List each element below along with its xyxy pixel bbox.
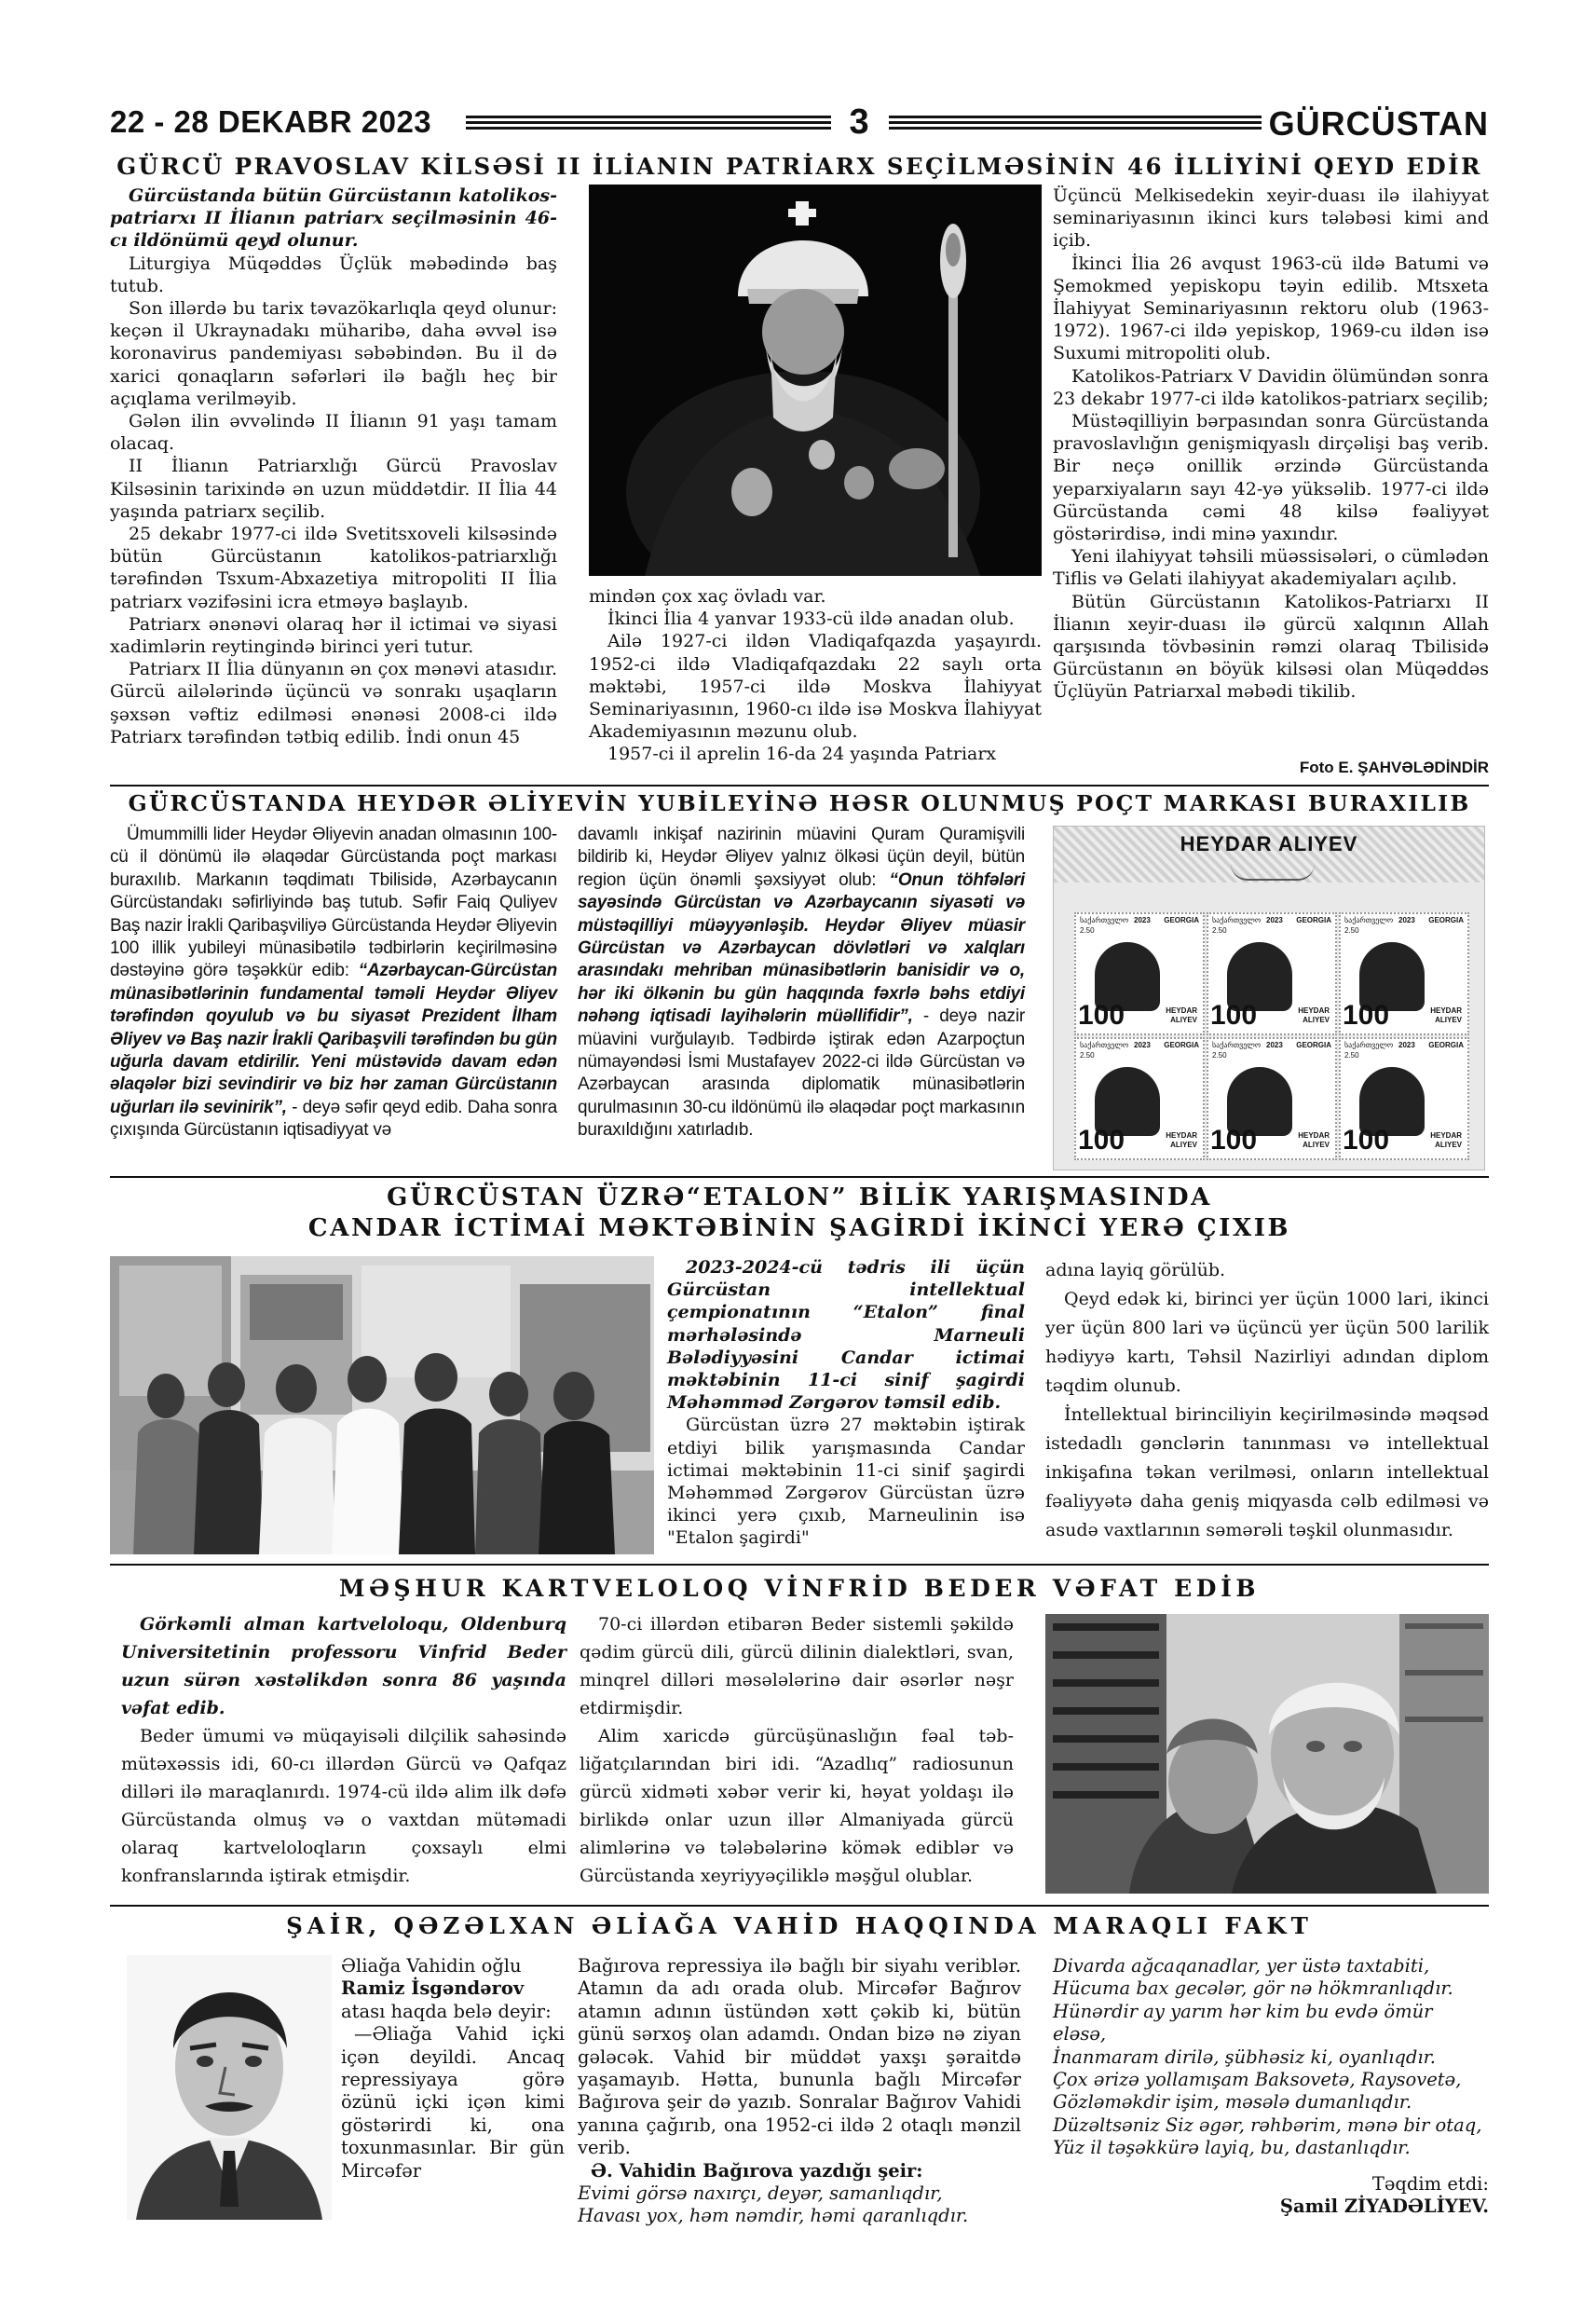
poem-line: Evimi görsə naxırçı, deyər, samanlıqdır, [578, 2182, 943, 2205]
stamp-year: 2023 [1398, 1041, 1415, 1049]
stamp-value: 2.50 [1344, 926, 1359, 935]
article1-paragraph: Katolikos-Patriarx V Davidin ölümündən sonra 23 dekabr 1977-ci ildə katolikos-patriarx seçilib; [1053, 365, 1489, 409]
stamp-value: 2.50 [1080, 1051, 1095, 1060]
postage-stamp [1207, 912, 1337, 1035]
article2-text: - deyə səfir qeyd edib. Daha sonra çıxışında Gürcüstanın iqtisadiyyat və [110, 1097, 557, 1141]
article1-paragraph: Ailə 1927-ci ildən Vladiqafqazda yaşayırdı. 1952-ci ildə Vladiqafqazdakı 22 saylı orta məktəbi, 1957-ci ildə Moskva İlahiyyat Seminariyasının, 1960-cı ildə isə Moskva İlahiyyat Akademiyasının məzunu olub. [589, 631, 1042, 743]
stamp-signature [1231, 864, 1315, 881]
article3-lead: 2023-2024-cü tədris ili üçün Gürcüstan intellektual çempionatının “Etalon” final mərhələsində Marneuli Bələdiyyəsini Candar ictimai məktəbinin 11-ci sinif şagirdi Məhəmməd Zərgərov təmsil edib. [667, 1257, 1025, 1414]
article2-text: - deyə nazir müavini vurğulayıb. Tədbirdə iştirak edən Azarpoçtun nümayəndəsi İsmi Mustafayev 2022-ci ildə Gürcüstan və Azərbaycan arasında diplomatik münasibətlərin qurulmasının 30-cu ildönümü ilə əlaqədar poçt markasının buraxıldığını xatırladıb. [578, 1006, 1025, 1141]
article1-paragraph: II İlianın Patriarxlığı Gürcü Pravoslav Kilsəsinin tarixində ən uzun müddətdir. II İlia 44 yaşında patriarx seçilib. [110, 456, 557, 522]
stamp-number: 100 [1210, 1000, 1258, 1031]
presented-by-label: Təqdim etdi: [1371, 2172, 1489, 2195]
stamp-name-line1: HEYDAR [1166, 1006, 1197, 1015]
article5-text: Əliağa Vahidin oğlu [341, 1955, 522, 1977]
stamp-name-line2: ALIYEV [1435, 1141, 1462, 1149]
stamp-value: 2.50 [1212, 926, 1227, 935]
vinfrid-beder-photo [1045, 1614, 1489, 1894]
students-group-photo [110, 1256, 654, 1554]
stamp-number: 100 [1078, 1125, 1125, 1156]
article4-col1 [121, 1610, 566, 1890]
article5-paragraph: —Əliağa Vahid içki içən deyildi. Ancaq repressiyaya görə özünü içki içən kimi göstərirdi ki, ona toxunmasınlar. Bir gün Mircəfər [341, 2023, 565, 2182]
stamp-georgian: საქართველო [1080, 1041, 1129, 1049]
article3-paragraph: Qeyd edək ki, birinci yer üçün 1000 lari, ikinci yer üçün 800 lari və üçüncü yer üçün 500 larilik hədiyyə kartı, Təhsil Nazirliyi adından diplom təqdim olunub. [1045, 1289, 1489, 1396]
stamp-country: GEORGIA [1296, 1041, 1331, 1049]
article4-paragraph: 70-ci illərdən etibarən Beder sistemli şəkildə qədim gürcü dili, gürcü dilinin dialektləri, svan, minqrel dilləri məsələlərinə dair əsərlər nəşr etdirmişdir. [580, 1614, 1014, 1718]
article3-col2 [1045, 1256, 1489, 1545]
stamp-georgian: საქართველო [1212, 1041, 1262, 1049]
stamp-number: 100 [1343, 1000, 1390, 1031]
article3-col1 [667, 1256, 1025, 1550]
patriarch-photo [589, 185, 1042, 576]
poem-line: Hünərdir ay yarım hər kim bu evdə ömür eləsə, [1053, 2000, 1433, 2045]
article1-col1 [110, 185, 557, 748]
article2-text: davamlı inkişaf nazirinin müavini Quram Quramişvili bildirib ki, Heydər Əliyev yalnız ölkəsi üçün deyil, bütün region üçün önəmli şəxsiyyət olub: [578, 825, 1025, 890]
article3-headline-1: GÜRCÜSTAN ÜZRƏ“ETALON” BİLİK YARIŞMASINDA [387, 1183, 1212, 1211]
poem-line: Divarda ağcaqanadlar, yer üstə taxtabiti, [1053, 1955, 1430, 1977]
stamp-name-line1: HEYDAR [1298, 1006, 1330, 1015]
article1-col3 [1053, 185, 1489, 704]
stamp-sheet-title: HEYDAR ALIYEV [1180, 832, 1358, 855]
poem-line: Gözləməkdir işim, məsələ dumanlıqdır. [1053, 2091, 1412, 2114]
article3-paragraph: adına layiq görülüb. [1045, 1260, 1226, 1280]
stamp-georgian: საქართველო [1344, 1041, 1394, 1049]
poem-line: Hücuma bax gecələr, gör nə hökmranlıqdır. [1053, 1977, 1453, 2000]
article2-col1 [110, 824, 557, 1142]
article1-paragraph: mindən çox xaç övladı var. [589, 586, 826, 607]
stamp-year: 2023 [1398, 916, 1415, 924]
article5-paragraph: Bağırova repressiya ilə bağlı bir siyahı veriblər. Atamın da adı orada olub. Mircəfər Bağırov atamın adının üstündən xətt çəkib ki, bütün günü sərxoş olan adamdı. Ondan bizə nə ziyan gələcək. Vahid bir müddət yaxşı şəraitdə yaşamayıb. Hətta, bununla bağlı Mircəfər Bağırova şeir də yazıb. Sonralar Bağırov Vahidi yanına çağırıb, ona 1952-ci ildə 2 otaqlı mənzil verib. [578, 1955, 1021, 2159]
article2-text: Ümummilli lider Heydər Əliyevin anadan olmasının 100-cü il dönümü ilə əlaqədar Gürcüstanda poçt markası buraxılıb. Markanın təqdimatı Tbilisidə, Azərbaycanın Gürcüstandakı səfirliyində baş tutub. Səfir Faiq Quliyev Baş nazir İrakli Qaribaşviliyə Gürcüstanda Heydər Əliyevin 100 illik yubileyi münasibətilə tədbirlərin keçirilməsinə dəstəyinə görə təşəkkür edib: [110, 825, 557, 981]
stamp-number: 100 [1343, 1125, 1390, 1156]
postage-stamp [1074, 1037, 1205, 1160]
stamp-name-line2: ALIYEV [1303, 1016, 1330, 1024]
divider [110, 1176, 1489, 1178]
header-rule-left [466, 114, 831, 132]
stamp-country: GEORGIA [1296, 916, 1331, 924]
stamp-value: 2.50 [1080, 926, 1095, 935]
article3-paragraph: Gürcüstan üzrə 27 məktəbin iştirak etdiyi bilik yarışmasında Candar ictimai məktəbinin 11-ci sinif şagirdi Məhəmməd Zərgərov Gürcüstan üzrə ikinci yerə çıxıb, Marneulinin isə "Etalon şagirdi" [667, 1415, 1025, 1549]
stamp-year: 2023 [1134, 1041, 1151, 1049]
article4-headline: MƏŞHUR KARTVELOLOQ VİNFRİD BEDER VƏFAT EDİB [338, 1575, 1261, 1602]
page-number: 3 [849, 103, 869, 142]
article2-quote: “Azərbaycan-Gürcüstan münasibətlərinin fundamental təməli Heydər Əliyev tərəfindən qoyulub və bu siyasət Prezident İlham Əliyev və Baş nazir İrakli Qaribaşvili tərəfindən bu gün uğurla davam etdirilir. Yeni müstəvidə davam edən əlaqələr bizi sevindirir və biz hər zaman Gürcüstanın uğurları ilə sevinirik”, [110, 961, 557, 1117]
header-rule-right [889, 114, 1262, 132]
article1-paragraph: 1957-ci il aprelin 16-da 24 yaşında Patriarx [607, 744, 997, 765]
stamp-name-line2: ALIYEV [1170, 1016, 1197, 1024]
article5-col2 [578, 1955, 1021, 2228]
stamp-number: 100 [1078, 1000, 1125, 1031]
article1-paragraph: Yeni ilahiyyat təhsili müəssisələri, o cümlədən Tiflis və Gelati ilahiyyat akademiyaları açılıb. [1053, 546, 1489, 590]
stamp-year: 2023 [1266, 1041, 1283, 1049]
article1-paragraph: İkinci İlia 4 yanvar 1933-cü ildə anadan olub. [607, 609, 1015, 630]
article2-col2 [578, 824, 1025, 1142]
article1-paragraph: Gələn ilin əvvəlində II İlianın 91 yaşı tamam olacaq. [110, 411, 557, 455]
stamp-value: 2.50 [1212, 1051, 1227, 1060]
article1-paragraph: 25 dekabr 1977-ci ildə Svetitsxoveli kilsəsində bütün Gürcüstanın katolikos-patriarxlığı tərəfindən Tsxum-Abxazetiya mitropoliti II İlia patriarx vəzifəsini icra etməyə başlayıb. [110, 524, 557, 612]
article5-col3 [1053, 1955, 1489, 2218]
poem-line: Çox ərizə yollamışam Baksovetə, Raysovetə, [1053, 2069, 1462, 2091]
masthead [110, 104, 1489, 151]
stamp-country: GEORGIA [1164, 916, 1199, 924]
postage-stamp [1207, 1037, 1337, 1160]
stamp-name-line2: ALIYEV [1303, 1141, 1330, 1149]
stamp-year: 2023 [1134, 916, 1151, 924]
divider [110, 785, 1489, 787]
article1-paragraph: İkinci İlia 26 avqust 1963-cü ildə Batumi və Şemokmed yepiskopu təyin edilib. Mtsxeta İlahiyyat Seminariyasının rektoru olub (1963-1972). 1967-ci ildə yepiskop, 1969-cu ildən isə Suxumi mitropoliti olub. [1053, 253, 1489, 364]
aliaga-vahid-portrait [127, 1955, 332, 2220]
poem-line: İnanmaram dirilə, şübhəsiz ki, oyanlıqdır. [1053, 2045, 1436, 2068]
stamp-georgian: საქართველო [1212, 916, 1262, 924]
photo-credit: Foto E. ŞAHVƏLƏDİNDİR [1299, 759, 1489, 776]
stamp-georgian: საქართველო [1080, 916, 1129, 924]
stamp-georgian: საქართველო [1344, 916, 1394, 924]
stamp-name-line2: ALIYEV [1435, 1016, 1462, 1024]
article1-paragraph: Patriarx ənənəvi olaraq hər il ictimai və siyasi xadimlərin reytingində birinci yeri tutur. [110, 613, 557, 658]
article1-col2 [589, 585, 1042, 766]
divider [110, 1564, 1489, 1566]
stamp-grid [1074, 912, 1466, 1156]
poem-line: Yüz il təşəkkürə layiq, bu, dastanlıqdır. [1053, 2137, 1411, 2159]
stamp-number: 100 [1210, 1125, 1258, 1156]
divider [110, 1905, 1489, 1907]
article2-quote: “Onun töhfələri sayəsində Gürcüstan və Azərbaycanın siyasəti və müstəqilliyi müəyyənləşib. Heydər Əliyev müasir Gürcüstan və Azərbaycan dövlətləri və xalqları arasındakı mehriban münasibətlərin banisidir və o, hər iki ölkənin bu gün haqqında fəxrlə bəhs etdiyi nəhəng iqtisadi layihələrin müəllifidir”, [578, 869, 1026, 1027]
article4-col2 [580, 1610, 1014, 1890]
article1-paragraph: Müstəqilliyin bərpasından sonra Gürcüstanda pravoslavlığın genişmiqyaslı dirçəlişi baş verib. Bir neçə onillik ərzində Gürcüstanda yeparxiyaların sayı 42-yə yüksəlib. 1977-ci ildə Gürcüstanda cəmi 48 kilsə fəaliyyət göstərirdisə, indi minə yaxındır. [1053, 411, 1489, 545]
stamp-country: GEORGIA [1164, 1041, 1199, 1049]
article1-paragraph: Patriarx II İlia dünyanın ən çox mənəvi atasıdır. Gürcü ailələrində üçüncü və sonrakı uşaqların şəxsən vəftiz edilməsi ənənəsi 2008-ci ildə Patriarx tərəfindən tətbiq edilib. İndi onun 45 [110, 659, 557, 747]
article1-paragraph: Liturgiya Müqəddəs Üçlük məbədində baş tutub. [110, 253, 557, 296]
stamp-country: GEORGIA [1428, 1041, 1464, 1049]
article4-paragraph: Beder ümumi və müqayisəli dilçilik sahəsində mütəxəssis idi, 60-cı illərdən Gürcü və Qafqaz dilləri ilə maraqlanırdı. 1974-cü ildə alim ilk dəfə Gürcüstanda olmuş və o vaxtdan mütəmadi olaraq kartveloloqların çoxsaylı elmi konfranslarında iştirak etmişdir. [121, 1726, 566, 1886]
stamp-name-line1: HEYDAR [1166, 1131, 1197, 1140]
poem-line: Düzəltsəniz Siz əgər, rəhbərim, mənə bir otaq, [1053, 2114, 1482, 2136]
postage-stamp [1339, 1037, 1469, 1160]
article1-paragraph: Üçüncü Melkisedekin xeyir-duası ilə ilahiyyat seminariyasının ikinci kurs tələbəsi kimi and içib. [1053, 185, 1489, 252]
postage-stamp [1074, 912, 1205, 1035]
poem-title: Ə. Vahidin Bağırova yazdığı şeir: [591, 2159, 923, 2182]
article3-headline-2: CANDAR İCTİMAİ MƏKTƏBİNİN ŞAGİRDİ İKİNCİ YERƏ ÇIXIB [307, 1214, 1291, 1242]
presented-by-name: Şamil ZİYADƏLİYEV. [1279, 2196, 1489, 2218]
article1-lead: Gürcüstanda bütün Gürcüstanın katolikos-patriarxı II İlianın patriarx seçilməsinin 46-cı ildönümü qeyd olunur. [110, 185, 557, 252]
stamp-name-line2: ALIYEV [1170, 1141, 1197, 1149]
ramiz-isgenderov-name: Ramiz İsgəndərov [341, 1977, 525, 2000]
stamp-year: 2023 [1266, 916, 1283, 924]
issue-date: 22 - 28 DEKABR 2023 [110, 104, 432, 139]
article1-paragraph: Son illərdə bu tarix təvazökarlıqla qeyd olunur: keçən il Ukraynadakı müharibə, daha əvvəl isə koronavirus pandemiyası səbəbindən. Bu il də xarici qonaqların səfərləri ilə bağlı heç bir açıqlama verilməyib. [110, 298, 557, 409]
article5-col1 [341, 1955, 565, 2182]
article5-text: atası haqda belə deyir: [341, 2000, 552, 2022]
stamp-name-line1: HEYDAR [1430, 1006, 1462, 1015]
article3-paragraph: İntellektual birinciliyin keçirilməsində məqsəd istedadlı gənclərin tanınması və intellektual inkişafına təkan verilməsi, onların intellektual fəaliyyətə daha geniş miqyasda cəlb edilməsi və asudə vaxtlarının səmərəli təşkil olunmasıdır. [1045, 1404, 1489, 1540]
stamp-name-line1: HEYDAR [1430, 1131, 1462, 1140]
section-name: GÜRCÜSTAN [1268, 104, 1489, 143]
postage-stamp [1339, 912, 1469, 1035]
article2-headline: GÜRCÜSTANDA HEYDƏR ƏLİYEVİN YUBİLEYİNƏ HƏSR OLUNMUŞ POÇT MARKASI BURAXILIB [128, 790, 1471, 816]
article4-lead: Görkəmli alman kartveloloqu, Oldenburq Universitetinin professoru Vinfrid Beder uzun sürən xəstəlikdən sonra 86 yaşında vəfat edib. [121, 1614, 566, 1718]
stamp-value: 2.50 [1344, 1051, 1359, 1060]
article5-headline: ŞAİR, QƏZƏLXAN ƏLİAĞA VAHİD HAQQINDA MARAQLI FAKT [286, 1912, 1313, 1939]
article1-paragraph: Bütün Gürcüstanın Katolikos-Patriarxı II İlianın xeyir-duası ilə gürcü xalqının Allah qarşısında tövbəsinin rəmzi olaraq Tbilisidə Gürcüstanın ən böyük kilsəsi olan Müqəddəs Üçlüyün Patriarxal məbədi tikilib. [1053, 591, 1489, 703]
article1-headline: GÜRCÜ PRAVOSLAV KİLSƏSİ II İLİANIN PATRİARX SEÇİLMƏSİNİN 46 İLLİYİNİ QEYD EDİR [116, 153, 1482, 180]
stamp-name-line1: HEYDAR [1298, 1131, 1330, 1140]
article4-paragraph: Alim xaricdə gürcüşünaslığın fəal təbliğatçılarından biri idi. “Azadlıq” radiosunun gürcü xidməti xəbər verir ki, həyat yoldaşı ilə birlikdə onlar uzun illər Almaniyada gürcü alimlərinə və tələbələrinə kömək ediblər və Gürcüstanda xeyriyyəçiliklə məşğul olublar. [580, 1726, 1014, 1886]
poem-line: Havası yox, həm nəmdir, həmi qaranlıqdır. [578, 2205, 969, 2227]
stamp-country: GEORGIA [1428, 916, 1464, 924]
stamp-sheet [1053, 826, 1485, 1170]
